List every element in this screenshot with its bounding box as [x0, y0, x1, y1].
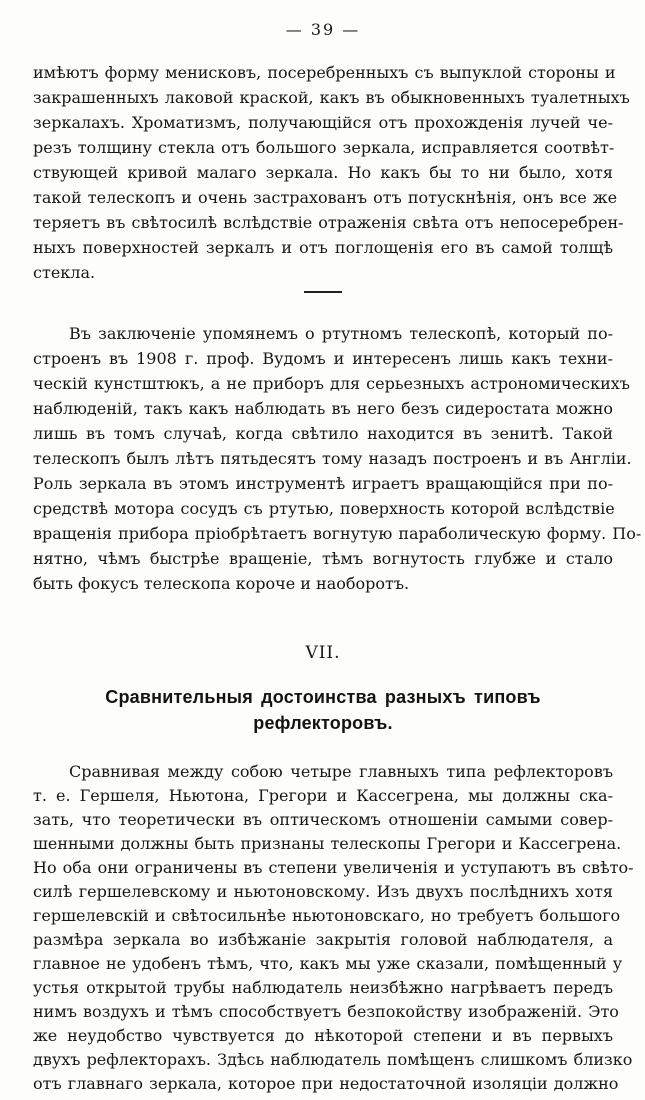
text-line: ствующей кривой малаго зеркала. Но какъ бы то ни было, хотя — [33, 163, 613, 182]
text-line: Но оба они ограничены въ степени увеличенія и уступаютъ въ свѣто- — [33, 858, 634, 877]
page-number: — 39 — — [285, 20, 361, 39]
text-line: шенными должны быть признаны телескопы Грегори и Кассегрена. — [33, 834, 622, 853]
text-line: лишь въ томъ случаѣ, когда свѣтило находится въ зенитѣ. Такой — [33, 424, 613, 443]
chapter-title: Сравнительныя достоинства разныхъ типовъ рефлекторовъ. — [105, 687, 541, 733]
text-line: гершелевскій и свѣтосильнѣе ньютоновскаго, но требуетъ большого — [33, 906, 621, 925]
text-line: отъ главнаго зеркала, которое при недостаточной изоляціи должно — [33, 1074, 619, 1093]
text-line: нимъ воздухъ и тѣмъ способствуетъ безпокойству изображеній. Это — [33, 1002, 619, 1021]
text-line: быть фокусъ телескопа короче и наоборотъ. — [33, 574, 410, 593]
text-line: вращенія прибора пріобрѣтаетъ вогнутую параболическую форму. По- — [33, 524, 642, 543]
text-line: устья открытой трубы наблюдатель неизбѣжно нагрѣваетъ передъ — [33, 978, 613, 997]
chapter-numeral: VII. — [305, 643, 341, 663]
text-line: строенъ въ 1908 г. проф. Вудомъ и интересенъ лишь какъ техни- — [33, 349, 613, 368]
text-line: стекла. — [33, 263, 96, 282]
text-line: теряетъ въ свѣтосилѣ вслѣдствіе отраженія свѣта отъ непосеребрен- — [33, 213, 624, 232]
text-line: двухъ рефлекторахъ. Здѣсь наблюдатель помѣщенъ слишкомъ близко — [33, 1050, 633, 1069]
text-line: т. е. Гершеля, Ньютона, Грегори и Кассегрена, мы должны ска- — [33, 786, 613, 805]
text-line: ческій кунстштюкъ, а не приборъ для серьезныхъ астрономическихъ — [33, 374, 630, 393]
paragraph — [33, 321, 642, 596]
text-line: Сравнивая между собою четыре главныхъ типа рефлекторовъ — [69, 762, 613, 781]
text-line: силѣ гершелевскому и ньютоновскому. Изъ двухъ послѣднихъ хотя — [33, 882, 613, 901]
text-line: Роль зеркала въ этомъ инструментѣ играетъ вращающійся при по- — [33, 474, 613, 493]
paragraph — [33, 760, 634, 1096]
text-line: средствѣ мотора сосудъ съ ртутью, поверхность которой вслѣдствіе — [33, 499, 615, 518]
text-line: ныхъ поверхностей зеркалъ и отъ поглощенія его въ самой толщѣ — [33, 238, 613, 257]
text-line: имѣютъ форму менисковъ, посеребренныхъ съ выпуклой стороны и — [33, 63, 616, 82]
text-line: нятно, чѣмъ быстрѣе вращеніе, тѣмъ вогнутость глубже и стало — [33, 549, 613, 568]
text-line: зеркалахъ. Хроматизмъ, получающійся отъ прохожденія лучей че- — [33, 113, 613, 132]
text-line: такой телескопъ и очень застрахованъ отъ потускнѣнія, онъ все же — [33, 188, 618, 207]
section-divider — [304, 291, 342, 293]
text-line: главное не удобенъ тѣмъ, что, какъ мы уже сказали, помѣщенный у — [33, 954, 623, 973]
text-line: наблюденій, такъ какъ наблюдать въ него безъ сидеростата можно — [33, 399, 613, 418]
text-line: зать, что теоретически въ оптическомъ отношеніи самыми совер- — [33, 810, 613, 829]
text-line: телескопъ былъ лѣтъ пятьдесятъ тому назадъ построенъ и въ Англіи. — [33, 449, 632, 468]
text-line: резъ толщину стекла отъ большого зеркала, исправляется соотвѣт- — [33, 138, 615, 157]
text-line: закрашенныхъ лаковой краской, какъ въ обыкновенныхъ туалетныхъ — [33, 88, 630, 107]
text-line: Въ заключеніе упомянемъ о ртутномъ телескопѣ, который по- — [69, 324, 613, 343]
paragraph — [33, 60, 630, 285]
text-line: же неудобство чувствуется до нѣкоторой степени и въ первыхъ — [33, 1026, 613, 1045]
text-line: размѣра зеркала во избѣжаніе закрытія головой наблюдателя, а — [33, 930, 613, 949]
